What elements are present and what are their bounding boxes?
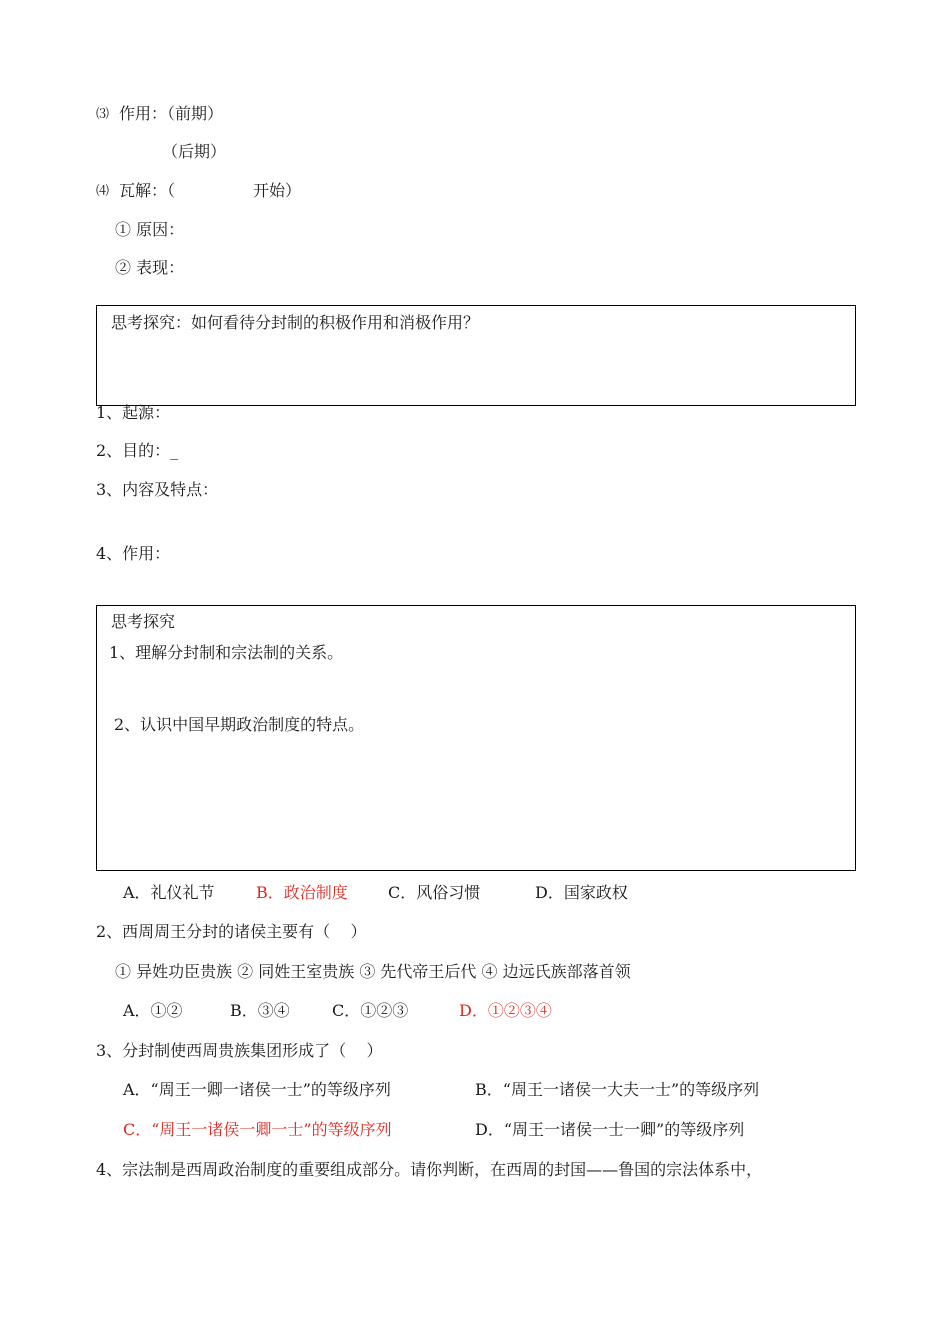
q1-option-a: A．礼仪礼节 [123,883,215,902]
think-box-1-text: 思考探究：如何看待分封制的积极作用和消极作用？ [111,313,480,332]
q4-stem: 4、宗法制是西周政治制度的重要组成部分。请你判断，在西周的封国——鲁国的宗法体系中， [96,1160,763,1179]
section-3-label-later: （后期） [162,142,227,161]
q2-stem: 2、西周周王分封的诸侯主要有（ ） [96,922,367,941]
q1-option-d: D．国家政权 [535,883,628,902]
section-4-label-a: 瓦解：（ [119,181,176,200]
section-4-number: ⑷ [96,184,110,199]
zongfa-item-1: 1、起源： [96,403,171,422]
section-4-sign: ② 表现： [115,258,185,277]
section-4-reason: ① 原因： [115,220,185,239]
q3-stem: 3、分封制使西周贵族集团形成了（ ） [96,1041,383,1060]
section-4-label-b: 开始） [253,181,302,200]
think-box-2 [96,605,856,871]
q2-option-d: D．①②③④ [459,1001,552,1020]
q2-option-b: B．③④ [230,1001,290,1020]
q3-option-d: D．“周王一诸侯一士一卿”的等级序列 [475,1120,745,1139]
section-3-label: 作用：（前期） [119,104,224,123]
q2-option-c: C．①②③ [332,1001,409,1020]
section-3-number: ⑶ [96,107,110,122]
think-box-2-question-2: 2、认识中国早期政治制度的特点。 [114,715,365,734]
think-box-2-question-1: 1、理解分封制和宗法制的关系。 [109,643,344,662]
q2-items: ① 异姓功臣贵族 ② 同姓王室贵族 ③ 先代帝王后代 ④ 边远氏族部落首领 [115,962,631,981]
q1-option-b: B．政治制度 [256,883,348,902]
q3-option-a: A．“周王一卿一诸侯一士”的等级序列 [123,1080,391,1099]
zongfa-item-3: 3、内容及特点： [96,480,219,499]
think-box-1 [96,305,856,406]
q3-option-b: B．“周王一诸侯一大夫一士”的等级序列 [475,1080,760,1099]
q2-option-a: A．①② [123,1001,183,1020]
zongfa-item-2: 2、目的：_ [96,441,179,460]
q3-option-c: C．“周王一诸侯一卿一士”的等级序列 [123,1120,392,1139]
q1-option-c: C．风俗习惯 [388,883,481,902]
think-box-2-title: 思考探究 [111,612,176,631]
zongfa-item-4: 4、作用： [96,544,171,563]
